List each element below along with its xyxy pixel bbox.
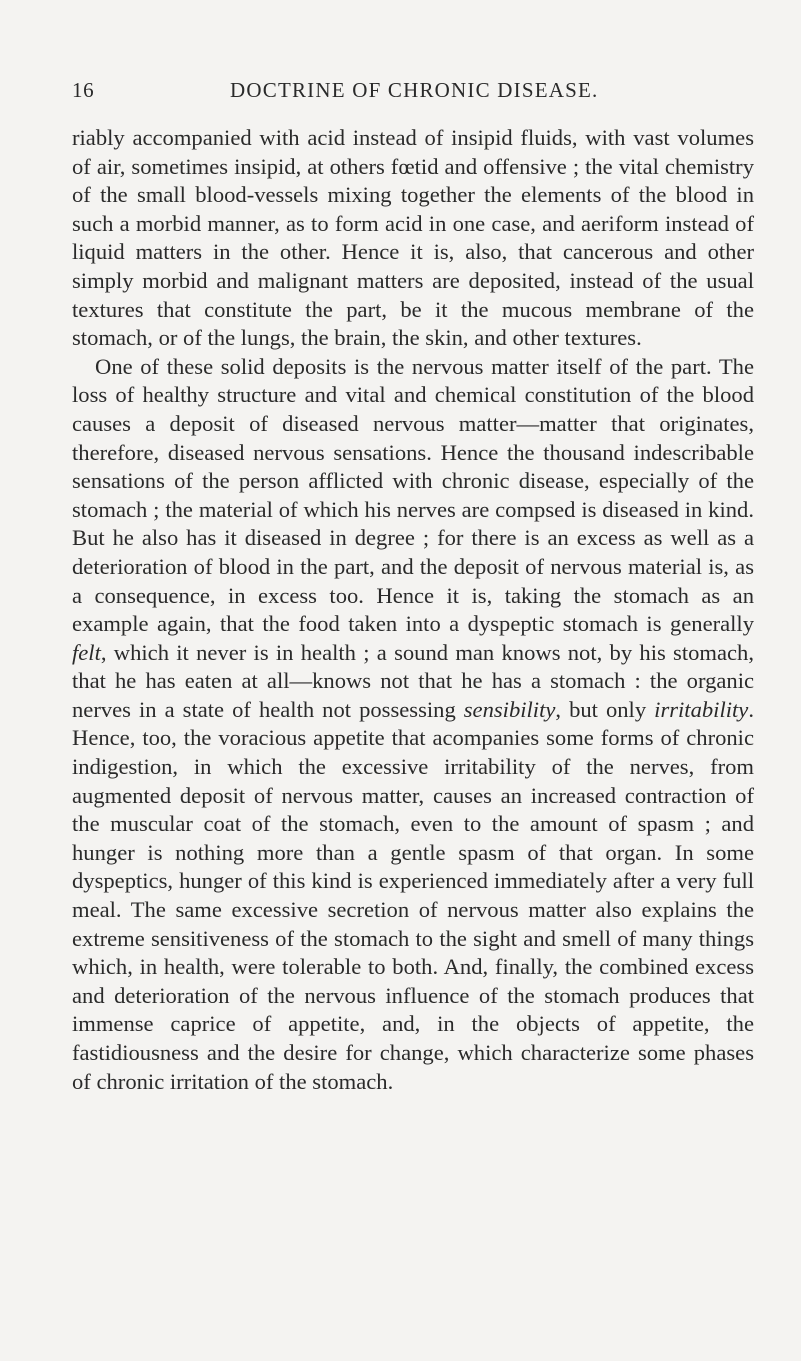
paragraph-2-part-d: . Hence, too, the voracious appetite that acompanies some forms of chronic indigestion, in which the excessive irritability of the nerves, from augmented deposit of nervous matter, causes an increased contraction of the muscular coat of the stomach, even to the amount of spasm ; and hunger is nothing more than a gentle spasm of that organ. In some dyspeptics, hunger of this kind is experienced immediately after a very full meal. The same excessive secretion of nervous matter also explains the extreme sensitiveness of the stomach to the sight and smell of many things which, in health, were tolerable to both. And, finally, the combined excess and deterioration of the nervous influence of the stomach produces that immense caprice of appetite, and, in the objects of appetite, the fastidiousness and the desire for change, which characterize some phases of chronic irritation of the stomach. [72, 696, 754, 1094]
emphasis-sensibility: sensibility [463, 696, 556, 722]
paragraph-2 [72, 353, 754, 1096]
running-head [72, 78, 754, 112]
paragraph-2-part-b: , which it never is in health ; a sound man knows not, by his stomach, that he has eaten at all—knows not that he has a stomach : the organic nerves in a state of health not possessing [72, 639, 754, 722]
body-text [72, 124, 754, 1096]
running-title: DOCTRINE OF CHRONIC DISEASE. [230, 78, 599, 102]
paragraph-2-part-c: , but only [555, 696, 655, 722]
emphasis-felt: felt [72, 639, 101, 665]
emphasis-irritability: irritability [654, 696, 749, 722]
page-number: 16 [72, 78, 95, 102]
book-page [72, 78, 754, 1096]
paragraph-2-part-a: One of these solid deposits is the nervous matter itself of the part. The loss of healthy structure and vital and chemical constitution of the blood causes a deposit of diseased nervous matter—matter that originates, therefore, diseased nervous sensations. Hence the thousand indescribable sensations of the person afflicted with chronic disease, especially of the stomach ; the material of which his nerves are compsed is diseased in kind. But he also has it diseased in degree ; for there is an excess as well as a deterioration of blood in the part, and the deposit of nervous material is, as a consequence, in excess too. Hence it is, taking the stomach as an example again, that the food taken into a dyspeptic stomach is generally [72, 353, 754, 637]
paragraph-1: riably accompanied with acid instead of insipid fluids, with vast volumes of air, sometimes insipid, at others fœtid and offensive ; the vital chemistry of the small blood-vessels mixing together the elements of the blood in such a morbid manner, as to form acid in one case, and aeriform instead of liquid matters in the other. Hence it is, also, that cancerous and other simply morbid and malignant matters are deposited, instead of the usual textures that constitute the part, be it the mucous membrane of the stomach, or of the lungs, the brain, the skin, and other textures. [72, 125, 754, 351]
